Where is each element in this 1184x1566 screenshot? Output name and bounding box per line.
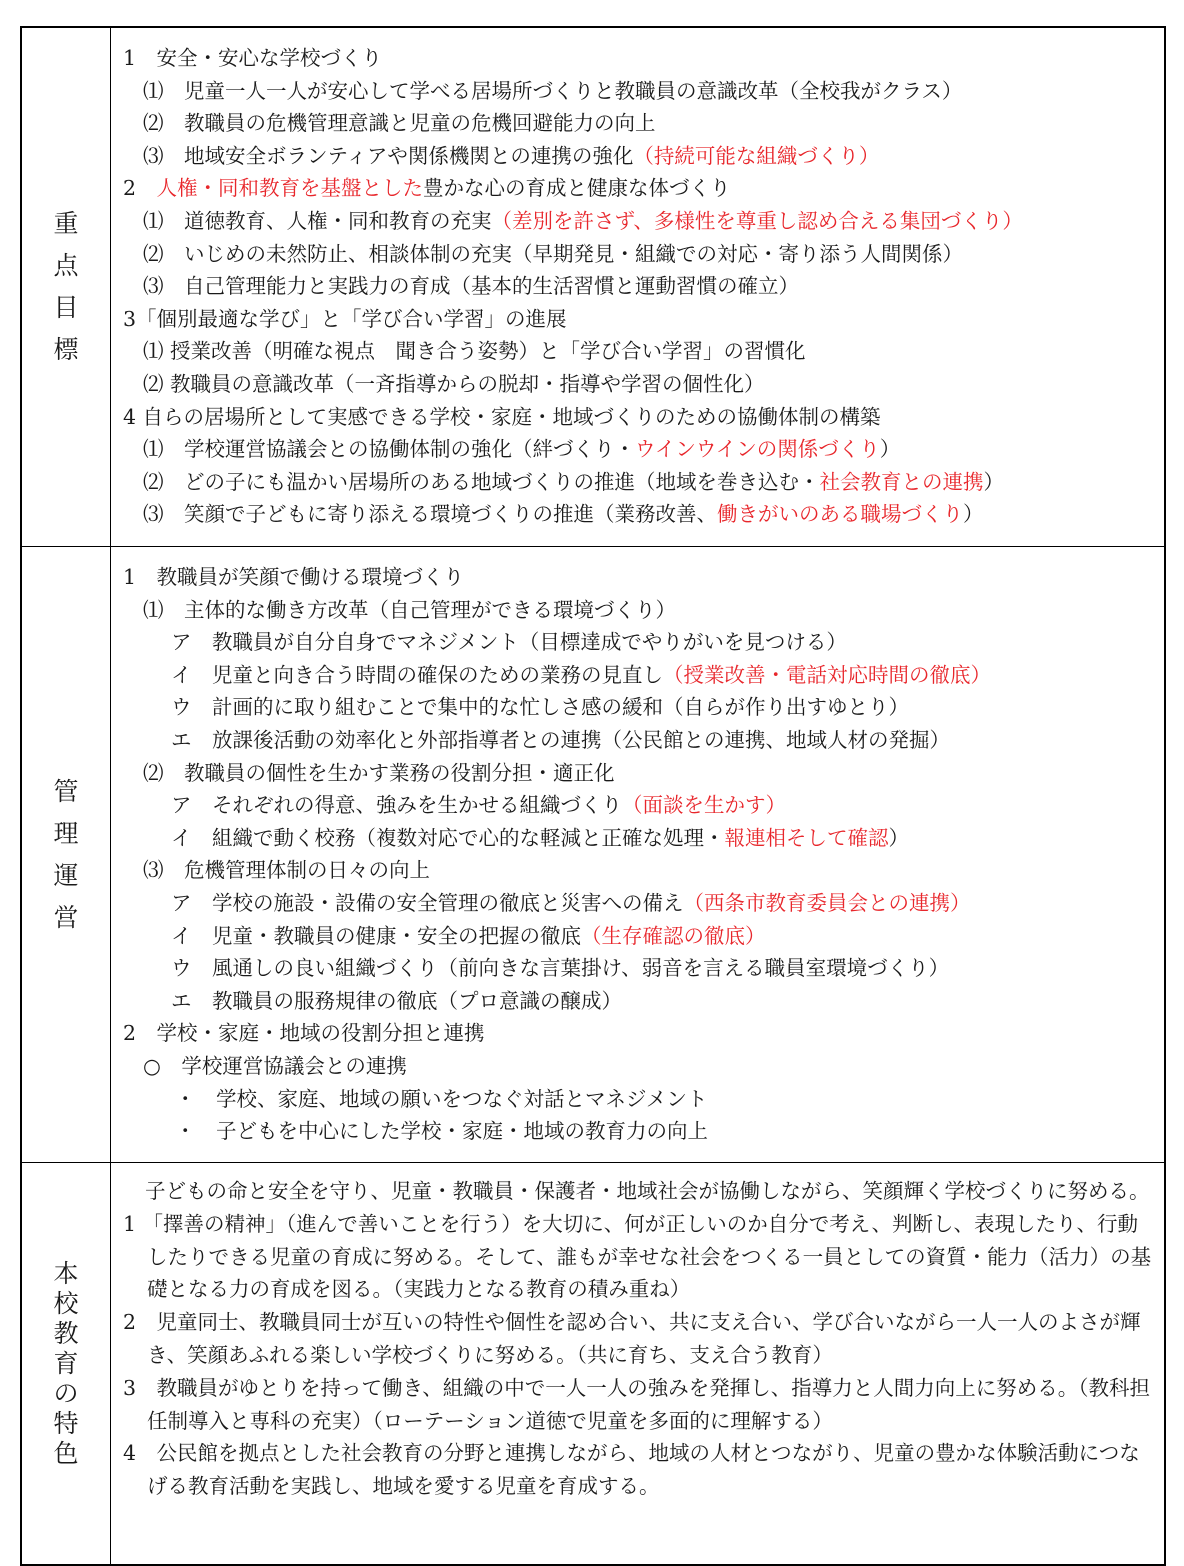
line-text: 4 自らの居場所として実感できる学校・家庭・地域づくりのための協働体制の構築 (123, 404, 881, 429)
goal-sub-line (123, 1115, 1156, 1148)
line-text: ⑶ 笑顔で子どもに寄り添える環境づくりの推進（業務改善、 (143, 502, 717, 527)
heading-char: 管 (53, 776, 79, 806)
line-text: 3「個別最適な学び」と「学び合い学習」の進展 (123, 306, 567, 331)
line-text: ⑶ 危機管理体制の日々の向上 (143, 858, 430, 883)
heading-char: 色 (53, 1438, 79, 1468)
highlight-text: （生存確認の徹底） (581, 923, 766, 948)
line-text: 2 (123, 176, 157, 201)
line-text: ） (879, 437, 901, 462)
heading-char: 営 (53, 902, 79, 932)
line-text: ⑵ いじめの未然防止、相談体制の充実（早期発見・組織での対応・寄り添う人間関係） (143, 241, 963, 266)
line-text: 2 学校・家庭・地域の役割分担と連携 (123, 1021, 485, 1046)
intro-paragraph: 子どもの命と安全を守り、児童・教職員・保護者・地域社会が協働しながら、笑顔輝く学校づくりに努める。 (145, 1179, 1150, 1203)
heading-char: 本 (53, 1258, 79, 1288)
feature-item: 2 児童同士、教職員同士が互いの特性や個性を認め合い、共に支え合い、学び合いながら一人一人のよさが輝き、笑顔あふれる楽しい学校づくりに努める。（共に育ち、支え合う教育） (123, 1310, 1141, 1367)
goal-sub-line (123, 789, 1156, 822)
line-text: ） (963, 502, 984, 527)
highlight-text: ウインウインの関係づくり (635, 437, 880, 462)
heading-char: 理 (53, 818, 79, 848)
line-text: 1 教職員が笑顔で働ける環境づくり (123, 565, 465, 589)
heading-char: 特 (53, 1408, 79, 1438)
goal-sub-line (123, 952, 1156, 985)
goal-sub-line (123, 691, 1156, 724)
heading-char: 校 (53, 1288, 79, 1318)
line-text: ウ 風通しの良い組織づくり（前向きな言葉掛け、弱音を言える職員室環境づくり） (171, 956, 950, 981)
heading-char: の (53, 1378, 79, 1408)
goal-heading-line (123, 1017, 1156, 1050)
section-heading (22, 28, 111, 546)
highlight-text: 社会教育との連携 (819, 469, 984, 494)
section-management (22, 546, 1164, 1162)
highlight-text: （面談を生かす） (622, 793, 786, 818)
line-text: ア それぞれの得意、強みを生かせる組織づくり (171, 793, 622, 818)
goal-sub-line (123, 1083, 1156, 1116)
goal-sub-line (123, 659, 1156, 692)
goal-sub-line (123, 433, 1156, 466)
section-body (111, 28, 1164, 546)
heading-char: 点 (53, 251, 79, 280)
goal-sub-line (123, 368, 1156, 401)
section-heading (22, 1163, 111, 1564)
highlight-text: 報連相そして確認 (724, 825, 889, 850)
line-text: ⑵ 教職員の意識改革（一斉指導からの脱却・指導や学習の個性化） (143, 371, 765, 396)
line-text: ⑵ どの子にも温かい居場所のある地域づくりの推進（地域を巻き込む・ (143, 469, 820, 494)
line-text: ⑴ 児童一人一人が安心して学べる居場所づくりと教職員の意識改革（全校我がクラス） (143, 78, 963, 103)
line-text: イ 組織で動く校務（複数対応で心的な軽減と正確な処理・ (171, 825, 725, 850)
highlight-text: （西条市教育委員会との連携） (683, 890, 971, 915)
goal-sub-line (123, 466, 1156, 499)
feature-item: 1 「擇善の精神」（進んで善いことを行う）を大切に、何が正しいのか自分で考え、判断し、表現したり、行動したりできる児童の育成に努める。そして、誰もが幸せな社会をつくる一員としての資質・能力（活力）の基礎となる力の育成を図る。（実践力となる教育の積み重ね） (123, 1211, 1152, 1302)
goal-sub-line (123, 887, 1156, 920)
highlight-text: 人権・同和教育を基盤とした (156, 176, 424, 201)
line-text: エ 教職員の服務規律の徹底（プロ意識の醸成） (171, 988, 622, 1013)
section-body (111, 1163, 1164, 1564)
highlight-text: （持続可能な組織づくり） (633, 143, 880, 168)
section-body (111, 547, 1164, 1162)
line-text: ） (888, 825, 909, 850)
goal-heading-line (123, 172, 1156, 205)
goal-sub-line (123, 985, 1156, 1018)
heading-char: 重 (53, 209, 79, 238)
goal-heading-line (123, 42, 1156, 75)
goal-sub-line (123, 205, 1156, 238)
line-text: ⑵ 教職員の個性を生かす業務の役割分担・適正化 (143, 760, 615, 785)
highlight-text: 働きがいのある職場づくり (717, 502, 963, 527)
line-text: ⑶ 地域安全ボランティアや関係機関との連携の強化 (143, 143, 634, 168)
heading-char: 目 (53, 293, 79, 322)
line-text: ⑶ 自己管理能力と実践力の育成（基本的生活習慣と運動習慣の確立） (143, 274, 799, 299)
section-heading (22, 547, 111, 1162)
heading-char: 教 (53, 1318, 79, 1348)
line-text: イ 児童と向き合う時間の確保のための業務の見直し (171, 662, 663, 687)
goal-sub-line (123, 822, 1156, 855)
section-school-features (22, 1162, 1164, 1564)
goal-sub-line (123, 757, 1156, 790)
school-plan-table (20, 26, 1166, 1566)
goal-sub-line (123, 594, 1156, 627)
goal-sub-line (123, 854, 1156, 887)
line-text: ・ 学校、家庭、地域の願いをつなぐ対話とマネジメント (175, 1086, 708, 1111)
goal-sub-line (123, 920, 1156, 953)
vertical-heading-text (53, 1259, 78, 1469)
goal-sub-line (123, 1050, 1156, 1083)
line-text: ⑴ 主体的な働き方改革（自己管理ができる環境づくり） (143, 597, 676, 622)
highlight-text: （授業改善・電話対応時間の徹底） (663, 662, 991, 687)
line-text: ○ 学校運営協議会との連携 (143, 1053, 407, 1078)
goal-heading-line (123, 401, 1156, 434)
highlight-text: （差別を許さず、多様性を尊重し認め合える集団づくり） (491, 208, 1023, 233)
feature-item: 3 教職員がゆとりを持って働き、組織の中で一人一人の強みを発揮し、指導力と人間力向上に努める。（教科担任制導入と専科の充実）（ローテーション道徳で児童を多面的に理解する） (123, 1375, 1150, 1433)
goal-sub-line (123, 270, 1156, 303)
section-priority-goals (22, 28, 1164, 546)
line-text: ⑴ 授業改善（明確な視点 聞き合う姿勢）と「学び合い学習」の習慣化 (143, 339, 806, 364)
line-text: ア 学校の施設・設備の安全管理の徹底と災害への備え (171, 890, 684, 915)
goal-sub-line (123, 140, 1156, 173)
heading-char: 運 (53, 860, 79, 890)
goal-sub-line (123, 498, 1156, 531)
line-text: ア 教職員が自分自身でマネジメント（目標達成でやりがいを見つける） (171, 630, 847, 655)
goal-sub-line (123, 238, 1156, 271)
line-text: エ 放課後活動の効率化と外部指導者との連携（公民館との連携、地域人材の発掘） (171, 727, 950, 752)
goal-heading-line (123, 561, 1156, 594)
goal-sub-line (123, 626, 1156, 659)
heading-char: 育 (53, 1348, 79, 1378)
heading-char: 標 (53, 335, 79, 364)
line-text: イ 児童・教職員の健康・安全の把握の徹底 (171, 923, 581, 948)
line-text: ⑴ 学校運営協議会との協働体制の強化（絆づくり・ (143, 437, 635, 462)
line-text: ⑴ 道徳教育、人権・同和教育の充実 (143, 208, 492, 233)
goal-sub-line (123, 724, 1156, 757)
goal-sub-line (123, 75, 1156, 108)
line-text: ・ 子どもを中心にした学校・家庭・地域の教育力の向上 (175, 1119, 708, 1144)
goal-sub-line (123, 335, 1156, 368)
vertical-heading-text (53, 765, 78, 945)
line-text: ウ 計画的に取り組むことで集中的な忙しさ感の緩和（自らが作り出すゆとり） (171, 695, 909, 720)
line-text: ） (983, 469, 1004, 494)
line-text: 1 安全・安心な学校づくり (123, 46, 383, 70)
line-text: 豊かな心の育成と健康な体づくり (423, 176, 731, 201)
line-text: ⑵ 教職員の危機管理意識と児童の危機回避能力の向上 (143, 111, 656, 136)
goal-heading-line (123, 303, 1156, 336)
vertical-heading-text (53, 197, 78, 377)
goal-sub-line (123, 107, 1156, 140)
feature-item: 4 公民館を拠点とした社会教育の分野と連携しながら、地域の人材とつながり、児童の豊かな体験活動につなげる教育活動を実践し、地域を愛する児童を育成する。 (123, 1441, 1140, 1499)
